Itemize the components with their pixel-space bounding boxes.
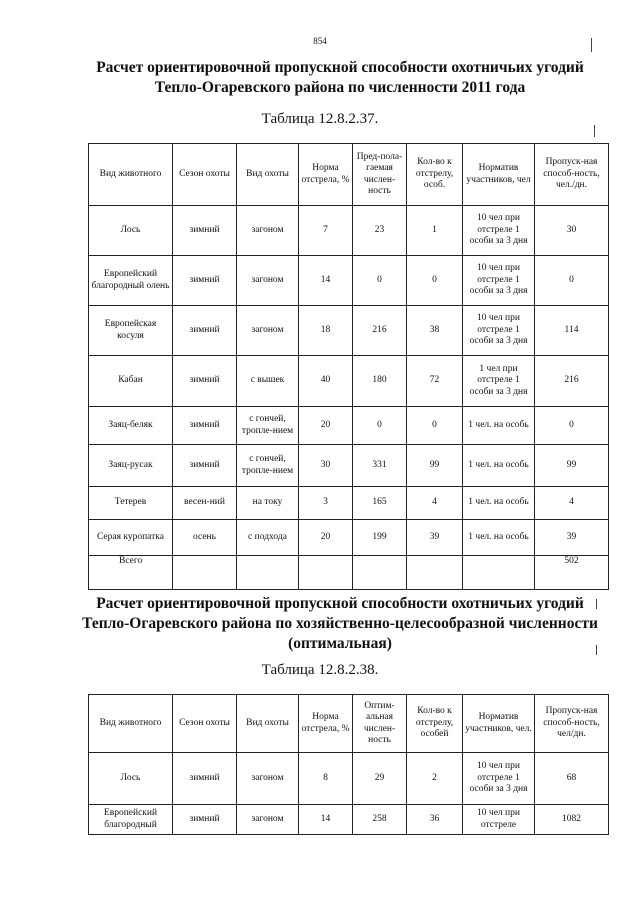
- table-cell: Заяц-русак: [89, 445, 173, 487]
- table-cell: 18: [299, 306, 353, 356]
- table-cell: загоном: [237, 306, 299, 356]
- table-cell: зимний: [173, 206, 237, 256]
- table-cell: [237, 556, 299, 590]
- table-row: [89, 256, 609, 306]
- header-cell: Кол-во к отстрелу, особ.: [407, 144, 463, 206]
- title-line-2: Тепло-Огаревского района по хозяйственно-целесообразной численности: [82, 615, 598, 632]
- header-cell: Сезон охоты: [173, 144, 237, 206]
- table-cell: 14: [299, 256, 353, 306]
- table-row: [89, 805, 609, 835]
- header-cell: Норматив участников, чел: [463, 144, 535, 206]
- table-37-title: [60, 58, 620, 98]
- table-cell: 30: [535, 206, 609, 256]
- table-cell: 7: [299, 206, 353, 256]
- table-cell: [353, 556, 407, 590]
- table-cell: зимний: [173, 306, 237, 356]
- table-cell: 0: [407, 407, 463, 445]
- table-38-caption: Таблица 12.8.2.38.: [261, 662, 379, 678]
- table-cell: Европейская косуля: [89, 306, 173, 356]
- table-cell: 10 чел при отстреле 1 особи за 3 дня: [463, 306, 535, 356]
- table-cell: 216: [353, 306, 407, 356]
- table-cell: весен-ний: [173, 487, 237, 520]
- table-cell: 10 чел при отстреле 1 особи за 3 дня: [463, 206, 535, 256]
- table-cell: 99: [535, 445, 609, 487]
- table-cell: [407, 556, 463, 590]
- table-cell: 331: [353, 445, 407, 487]
- table-row: [89, 356, 609, 407]
- table-38-title: [60, 594, 620, 654]
- table-cell: 1 чел. на особь: [463, 445, 535, 487]
- table-cell: 1 чел. на особь: [463, 487, 535, 520]
- table-cell: 4: [535, 487, 609, 520]
- table-cell: 8: [299, 753, 353, 805]
- table-cell: 1 чел. на особь: [463, 520, 535, 556]
- table-cell: 216: [535, 356, 609, 407]
- total-label: Всего: [89, 556, 173, 590]
- scan-mark: [596, 599, 597, 609]
- header-cell: Пропуск-ная способ-ность, чел./дн.: [535, 144, 609, 206]
- table-row: [89, 407, 609, 445]
- total-value: 502: [535, 556, 609, 590]
- header-cell: Оптим-альная числен-ность: [353, 695, 407, 753]
- header-cell: Норма отстрела, %: [299, 144, 353, 206]
- table-cell: Лось: [89, 206, 173, 256]
- table-cell: 1: [407, 206, 463, 256]
- table-cell: 1082: [535, 805, 609, 835]
- header-cell: Вид охоты: [237, 695, 299, 753]
- table-row: [89, 520, 609, 556]
- table-row: [89, 306, 609, 356]
- table-cell: 180: [353, 356, 407, 407]
- table-cell: [173, 556, 237, 590]
- table-cell: [463, 556, 535, 590]
- table-cell: загоном: [237, 206, 299, 256]
- header-cell: Пред-пола-гаемая числен-ность: [353, 144, 407, 206]
- table-cell: 14: [299, 805, 353, 835]
- table-cell: с гончей, тропле-нием: [237, 407, 299, 445]
- table-cell: 29: [353, 753, 407, 805]
- title-line-2: Тепло-Огаревского района по численности 2011 года: [154, 79, 526, 96]
- table-cell: зимний: [173, 356, 237, 407]
- table-cell: Серая куропатка: [89, 520, 173, 556]
- table-cell: 0: [353, 407, 407, 445]
- scan-mark: [591, 38, 592, 52]
- table-cell: 0: [353, 256, 407, 306]
- table-cell: на току: [237, 487, 299, 520]
- table-cell: 1 чел. на особь: [463, 407, 535, 445]
- page-number: 854: [313, 36, 327, 46]
- table-row: [89, 753, 609, 805]
- table-cell: 39: [407, 520, 463, 556]
- table-cell: с гончей, тропле-нием: [237, 445, 299, 487]
- table-cell: 38: [407, 306, 463, 356]
- scan-mark: [596, 645, 597, 655]
- table-cell: 199: [353, 520, 407, 556]
- table-cell: зимний: [173, 407, 237, 445]
- table-cell: зимний: [173, 753, 237, 805]
- header-cell: Вид животного: [89, 695, 173, 753]
- header-cell: Норматив участников, чел.: [463, 695, 535, 753]
- table-row: [89, 206, 609, 256]
- table-cell: осень: [173, 520, 237, 556]
- table-cell: 10 чел при отстреле 1 особи за 3 дня: [463, 256, 535, 306]
- table-cell: Заяц-беляк: [89, 407, 173, 445]
- table-cell: 40: [299, 356, 353, 407]
- table-cell: 30: [299, 445, 353, 487]
- table-cell: 72: [407, 356, 463, 407]
- table-cell: Европейский благородный олень: [89, 256, 173, 306]
- table-cell: 23: [353, 206, 407, 256]
- header-cell: Норма отстрела, %: [299, 695, 353, 753]
- table-cell: 39: [535, 520, 609, 556]
- table-cell: Лось: [89, 753, 173, 805]
- table-cell: 165: [353, 487, 407, 520]
- table-cell: 99: [407, 445, 463, 487]
- title-line-1: Расчет ориентировочной пропускной способности охотничьих угодий: [96, 59, 584, 76]
- table-cell: зимний: [173, 445, 237, 487]
- table-cell: с подхода: [237, 520, 299, 556]
- header-cell: Сезон охоты: [173, 695, 237, 753]
- table-cell: 4: [407, 487, 463, 520]
- table-cell: 0: [535, 407, 609, 445]
- table-37-caption: Таблица 12.8.2.37.: [261, 111, 379, 127]
- header-cell: Вид охоты: [237, 144, 299, 206]
- table-cell: Тетерев: [89, 487, 173, 520]
- title-line-1: Расчет ориентировочной пропускной способности охотничьих угодий: [96, 595, 584, 612]
- table-38: [88, 694, 609, 835]
- table-cell: 20: [299, 520, 353, 556]
- table-cell: 20: [299, 407, 353, 445]
- table-cell: зимний: [173, 256, 237, 306]
- table-cell: 10 чел при отстреле: [463, 805, 535, 835]
- table-cell: 0: [407, 256, 463, 306]
- table-cell: загоном: [237, 805, 299, 835]
- table-cell: Кабан: [89, 356, 173, 407]
- table-cell: зимний: [173, 805, 237, 835]
- header-cell: Пропуск-ная способ-ность, чел/дн.: [535, 695, 609, 753]
- table-cell: загоном: [237, 256, 299, 306]
- table-cell: [299, 556, 353, 590]
- table-cell: 68: [535, 753, 609, 805]
- title-line-3: (оптимальная): [288, 635, 392, 652]
- table-cell: 258: [353, 805, 407, 835]
- total-row: [89, 556, 609, 590]
- table-37: [88, 143, 609, 590]
- table-cell: 10 чел при отстреле 1 особи за 3 дня: [463, 753, 535, 805]
- header-row: [89, 144, 609, 206]
- table-cell: Европейский благородный: [89, 805, 173, 835]
- table-cell: 0: [535, 256, 609, 306]
- table-cell: 114: [535, 306, 609, 356]
- header-cell: Кол-во к отстрелу, особей: [407, 695, 463, 753]
- table-cell: с вышек: [237, 356, 299, 407]
- table-row: [89, 487, 609, 520]
- table-cell: загоном: [237, 753, 299, 805]
- table-cell: 1 чел при отстреле 1 особи за 3 дня: [463, 356, 535, 407]
- table-row: [89, 445, 609, 487]
- table-cell: 36: [407, 805, 463, 835]
- scan-mark: [594, 125, 595, 137]
- table-38-wrapper: [0, 694, 640, 830]
- header-row: [89, 695, 609, 753]
- header-cell: Вид животного: [89, 144, 173, 206]
- table-cell: 2: [407, 753, 463, 805]
- table-cell: 3: [299, 487, 353, 520]
